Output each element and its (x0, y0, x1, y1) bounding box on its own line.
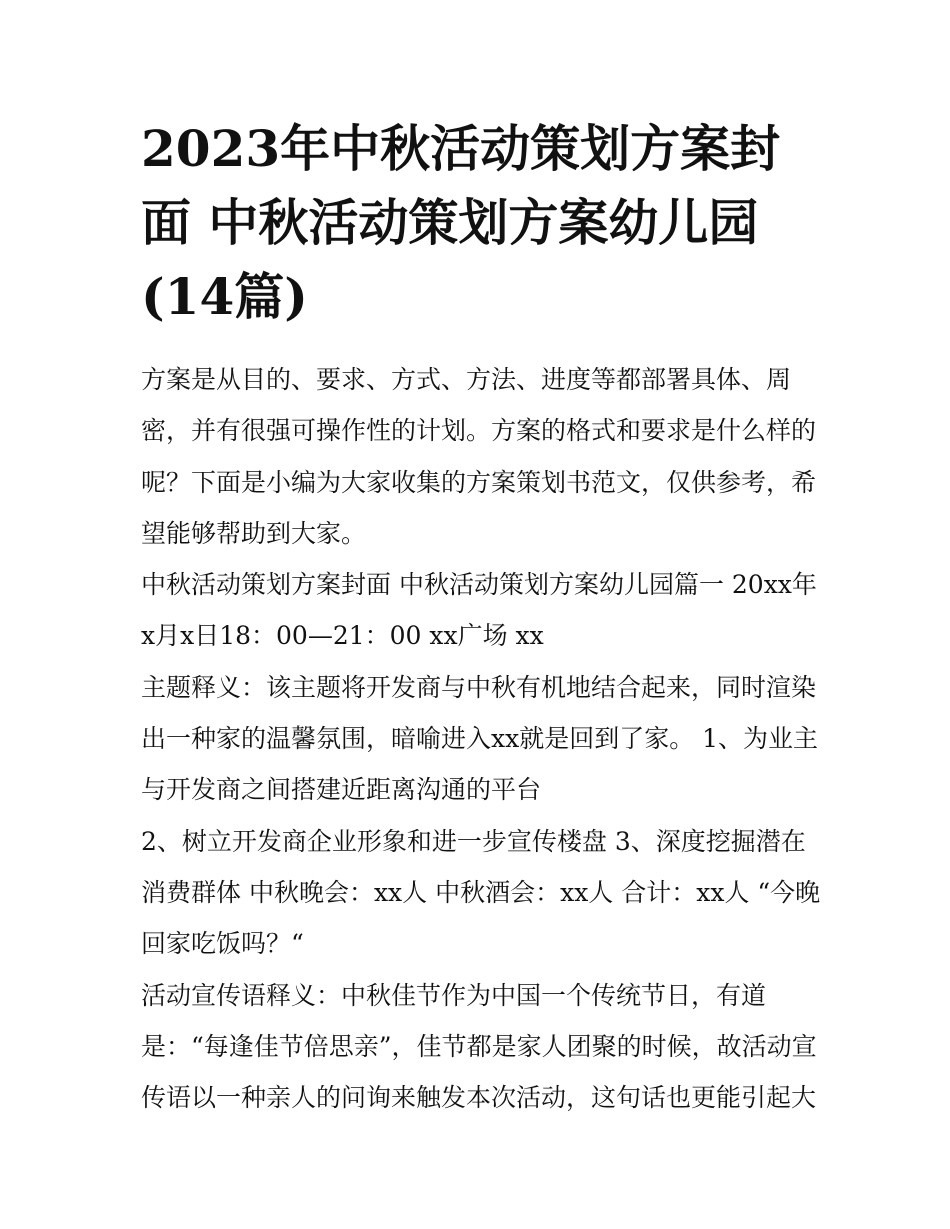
paragraph-slogan-meaning: 活动宣传语释义：中秋佳节作为中国一个传统节日，有道是：“每逢佳节倍思亲”，佳节都是家人团聚的时候，故活动宣传语以一种亲人的问询来触发本次活动，这句话也更能引起大 (141, 980, 817, 1113)
document-body (141, 354, 821, 1123)
paragraph-event-time: 中秋活动策划方案封面 中秋活动策划方案幼儿园篇一 20xx年x月x日18：00—21：00 xx广场 xx (141, 570, 817, 651)
paragraph-theme-meaning: 主题释义：该主题将开发商与中秋有机地结合起来，同时渲染出一种家的温馨氛围，暗喻进入xx就是回到了家。 1、为业主与开发商之间搭建近距离沟通的平台 (141, 672, 819, 805)
paragraph-goals-attendance: 2、树立开发商企业形象和进一步宣传楼盘 3、深度挖掘潜在消费群体 中秋晚会：xx人 中秋酒会：xx人 合计：xx人 “今晚回家吃饭吗？“ (141, 826, 821, 959)
paragraph-intro: 方案是从目的、要求、方式、方法、进度等都部署具体、周密，并有很强可操作性的计划。方案的格式和要求是什么样的呢？下面是小编为大家收集的方案策划书范文，仅供参考，希望能够帮助到大家。 (141, 365, 817, 548)
document-title: 2023年中秋活动策划方案封面 中秋活动策划方案幼儿园(14篇) (141, 119, 781, 326)
